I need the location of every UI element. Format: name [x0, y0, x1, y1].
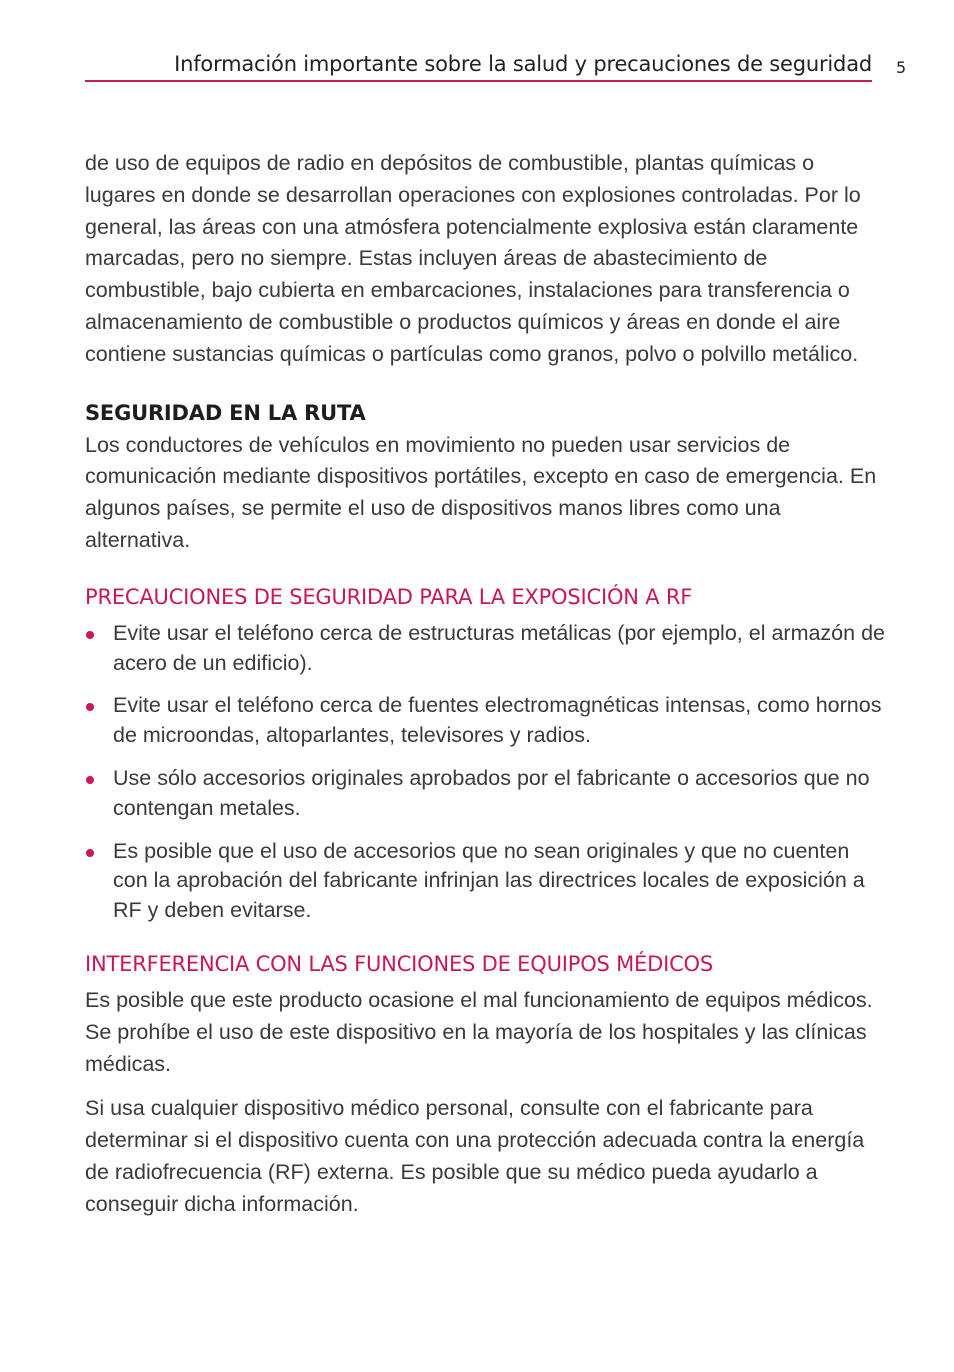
rf-precautions-heading: PRECAUCIONES DE SEGURIDAD PARA LA EXPOSICIÓN A RF	[85, 584, 693, 609]
list-item	[85, 619, 885, 679]
road-safety-paragraph: Los conductores de vehículos en movimiento no pueden usar servicios de comunicación mediante dispositivos portátiles, excepto en caso de emergencia. En algunos países, se permite el uso de dispositivos manos libres como una alternativa.	[85, 432, 877, 552]
medical-interference-heading: INTERFERENCIA CON LAS FUNCIONES DE EQUIPOS MÉDICOS	[85, 951, 714, 976]
running-header-title: Información importante sobre la salud y precauciones de seguridad	[174, 52, 872, 76]
bullet-dot-icon	[86, 631, 94, 639]
page-content	[85, 148, 885, 1221]
page-number: 5	[896, 58, 907, 77]
road-safety-heading: SEGURIDAD EN LA RUTA	[85, 400, 366, 425]
bullet-dot-icon	[86, 703, 94, 711]
list-item	[85, 837, 885, 926]
rf-precautions-list	[85, 619, 885, 926]
list-item	[85, 764, 885, 824]
bullet-dot-icon	[86, 849, 94, 857]
bullet-dot-icon	[86, 776, 94, 784]
intro-paragraph: de uso de equipos de radio en depósitos de combustible, plantas químicas o lugares en donde se desarrollan operaciones con explosiones controladas. Por lo general, las áreas con una atmósfera potencialmente explosiva están claramente marcadas, pero no siempre. Estas incluyen áreas de abastecimiento de combustible, bajo cubierta en embarcaciones, instalaciones para transferencia o almacenamiento de combustible o productos químicos y áreas en donde el aire contiene sustancias químicas o partículas como granos, polvo o polvillo metálico.	[85, 151, 861, 366]
list-item	[85, 691, 885, 751]
list-item-text: Evite usar el teléfono cerca de fuentes electromagnéticas intensas, como hornos de microondas, altoparlantes, televisores y radios.	[113, 693, 882, 748]
list-item-text: Use sólo accesorios originales aprobados por el fabricante o accesorios que no contengan metales.	[113, 765, 870, 820]
list-item-text: Es posible que el uso de accesorios que no sean originales y que no cuenten con la aprobación del fabricante infrinjan las directrices locales de exposición a RF y deben evitarse.	[113, 838, 865, 923]
medical-interference-paragraph-1: Es posible que este producto ocasione el mal funcionamiento de equipos médicos. Se prohíbe el uso de este dispositivo en la mayoría de los hospitales y las clínicas médicas.	[85, 987, 873, 1076]
medical-interference-paragraph-2: Si usa cualquier dispositivo médico personal, consulte con el fabricante para determinar si el dispositivo cuenta con una protección adecuada contra la energía de radiofrecuencia (RF) externa. Es posible que su médico pueda ayudarlo a conseguir dicha información.	[85, 1096, 865, 1216]
list-item-text: Evite usar el teléfono cerca de estructuras metálicas (por ejemplo, el armazón de acero de un edificio).	[113, 620, 885, 675]
running-header	[85, 48, 872, 82]
